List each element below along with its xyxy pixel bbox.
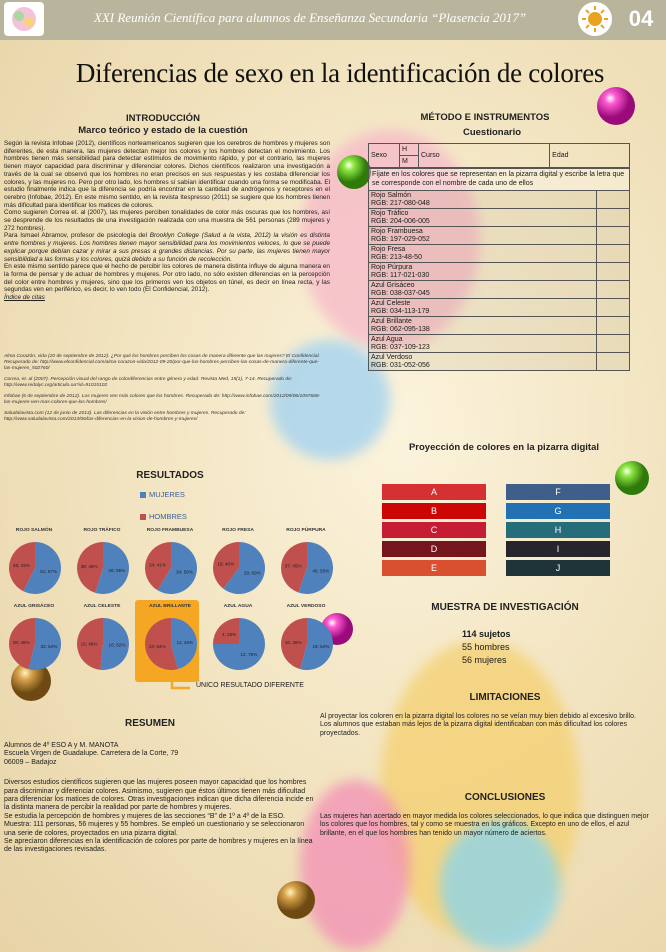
pie-title: AZUL CELESTE	[83, 604, 121, 609]
intro-subheading: Marco teórico y estado de la cuestión	[78, 125, 248, 136]
color-rgb: RGB: 217-080-048	[371, 199, 430, 207]
header-title: XXI Reunión Científica para alumnos de Enseñanza Secundaria “Plasencia 2017”	[93, 10, 527, 25]
summary-paragraph: Se estudia la percepción de hombres y mujeres de las secciones “B” de 1º a 4º de la ESO. Muestra: 111 personas, 56 mujeres y 55 hombres. Se empleó un cuestionario y se seleccionaron una serie de colores, proyectados en una pizarra digital.	[4, 812, 305, 837]
color-name: Rojo Fresa	[371, 246, 406, 253]
pie-data-label-men: 37; 45%	[284, 563, 302, 569]
intro-paragraph-italic: Brooklyn College (Salud a la vista, 2012) la visión es distinta entre hombres y mujeres. Los hombres tienen mayor sensibilidad para los movimientos veloces, lo que se puede explicar porque debían cazar y mirar a sus presas a grandes distancias. Por su parte, las mujeres tienen mayor sensibilidad a las formas y los colores, quizá debido a su función de recolección.	[4, 232, 330, 263]
color-row	[369, 299, 630, 317]
sample-heading: MUESTRA DE INVESTIGACIÓN	[431, 602, 579, 613]
pie-chart	[277, 614, 337, 674]
summary-paragraph: Se apreciaron diferencias en la identificación de colores por parte de hombres y mujeres en la línea de las investigaciones revisadas.	[4, 838, 313, 854]
projection-color-cell: J	[506, 560, 610, 576]
color-name: Rojo Púrpura	[371, 264, 413, 271]
pie-title: AZUL VERDOSO	[286, 604, 326, 609]
color-name-cell	[369, 335, 597, 353]
projection-color-cell: E	[382, 560, 486, 576]
method-heading: MÉTODO E INSTRUMENTOS	[420, 112, 550, 123]
legend-men-label: HOMBRES	[149, 512, 187, 521]
color-name-cell	[369, 353, 597, 371]
color-name: Azul Agua	[371, 336, 403, 343]
color-rgb: RGB: 213-48-50	[371, 253, 422, 261]
pie-title: ROJO TRÁFICO	[83, 528, 121, 533]
color-rgb: RGB: 204-006-005	[371, 217, 430, 225]
pie-title: ROJO FRAMBUESA	[146, 528, 194, 533]
pie-title: AZUL GRISÁCEO	[13, 604, 55, 609]
pie-data-label-men: 28; 46%	[12, 640, 30, 646]
refs-heading: Índice de citas	[4, 294, 45, 302]
projection-color-cell: D	[382, 541, 486, 557]
limitations-text: Al proyectar los coloren en la pizarra digital los colores no se veían muy bien debido al excesivo brillo. Los alumnos que estaban más lejos de la pizarra digital identificaban con más dificultad los colores proyectados.	[320, 713, 636, 737]
color-rgb: RGB: 117-021-030	[371, 271, 430, 279]
color-name: Azul Brillante	[371, 318, 412, 325]
projection-color-cell: A	[382, 484, 486, 500]
intro-paragraph-start: Para Ismael Abramov, profesor de psicología del	[4, 232, 150, 240]
pie-data-label-men: 24; 41%	[149, 562, 166, 568]
color-name: Azul Grisáceo	[371, 282, 415, 289]
color-name-cell	[369, 227, 597, 245]
color-name-cell	[369, 317, 597, 335]
projection-color-cell: I	[506, 541, 610, 557]
green-sphere-decoration	[336, 154, 372, 190]
pie-chart	[141, 614, 201, 674]
color-name-cell	[369, 209, 597, 227]
summary-city: 06009 – Badajoz	[4, 758, 57, 766]
pie-chart	[5, 614, 65, 674]
intro-paragraph: Como sugieren Correa et. al (2007), las mujeres perciben tonalidades de color más oscuras que los hombres, así se desprende de los resultados de una investigación realizada con una muestra de 561 personas (289 mujeres y 272 hombres).	[4, 209, 330, 232]
color-name-cell	[369, 191, 597, 209]
projection-color-cell: B	[382, 503, 486, 519]
color-row	[369, 317, 630, 335]
color-rgb: RGB: 037-109-123	[371, 343, 430, 351]
answer-cell	[597, 245, 630, 263]
pie-data-label-women: 16; 52%	[108, 642, 126, 648]
paint-splash	[300, 780, 410, 950]
color-row	[369, 263, 630, 281]
color-list-table	[368, 190, 630, 371]
answer-cell	[597, 191, 630, 209]
projection-color-cell: H	[506, 522, 610, 538]
pie-title: ROJO FRESA	[222, 528, 254, 533]
method-subheading: Cuestionario	[462, 127, 522, 138]
questionnaire-instruction: Fíjate en los colores que se representan en la pizarra digital y escribe la letra que se corresponde con el nombre de cada uno de ellos	[368, 168, 630, 190]
pie-data-label-women: 11; 46%	[176, 640, 194, 646]
pie-title: ROJO PÚRPURA	[286, 528, 326, 533]
color-name: Rojo Frambuesa	[371, 228, 423, 235]
legend-swatch-men	[140, 514, 146, 520]
pie-title: AZUL AGUA	[223, 604, 253, 609]
answer-cell	[597, 317, 630, 335]
legend-men	[140, 512, 187, 521]
answer-cell	[597, 281, 630, 299]
projection-color-cell: C	[382, 522, 486, 538]
summary-body	[4, 742, 314, 855]
sample-total: 114 sujetos	[462, 629, 511, 639]
pie-data-label-women: 33; 54%	[40, 643, 58, 649]
main-title: Diferencias de sexo en la identificación de colores	[75, 58, 605, 88]
reference-item: Infobae (6 de septiembre de 2012). Los mujeres ven más colores que los hombres. Recuperado de: http://www.infobae.com/2012/09/06/1057668-los-mujeres-ven-mas-colores-que-los-hombres/	[4, 394, 321, 405]
intro-paragraph: Según la revista Infobae (2012), científicos norteamericanos sugieren que los cerebros de hombres y mujeres son diferentes, de esta manera, las mujeres detectan mejor los colores y los hombres detectan el movimiento. Los hombres tienen más sensibilidad para detectar estímulos de movimiento rápido, y por el contrario, las mujeres tienen mayor capacidad para discriminar y diferenciar colores. Dichos científicos realizaron una investigación a través de la cual se observó que los hombres no eran precisos en sus respuestas y les costaba diferenciar los colores, y las mujeres no. Pero por otro lado, los hombres sí sabían identificar cuando una forma se modificaba. El estudio finalmente indica que la diferencia se podría encontrar en la cantidad de andrógenos y receptores en el cerebro (Infobae, 2012). En este mismo sentido, en la revista Itespresso (2011) se sugiere que los hombres tienen más dificultad para identificar los matices de colores.	[4, 140, 330, 209]
gold-sphere-decoration	[276, 880, 316, 920]
pie-chart	[141, 538, 201, 598]
results-heading: RESULTADOS	[136, 470, 204, 481]
summary-heading: RESUMEN	[124, 718, 175, 729]
school-logo	[4, 2, 44, 36]
pie-data-label-women: 29; 60%	[243, 570, 261, 576]
color-row	[369, 281, 630, 299]
legend-women	[140, 490, 185, 499]
pink-sphere-decoration	[596, 86, 636, 126]
sample-women: 56 mujeres	[462, 655, 507, 665]
pie-data-label-women: 51; 57%	[40, 569, 58, 575]
unique-result-label: ÚNICO RESULTADO DIFERENTE	[196, 682, 304, 689]
color-name: Azul Verdoso	[371, 354, 413, 361]
age-label: Edad	[550, 144, 630, 168]
summary-authors: Alumnos de 4º ESO A y M. MANOTA	[4, 742, 119, 749]
color-name-cell	[369, 299, 597, 317]
sun-logo	[578, 2, 612, 36]
intro-paragraph	[4, 232, 330, 263]
pie-chart	[73, 538, 133, 598]
color-row	[369, 245, 630, 263]
sex-h-label: H	[400, 144, 419, 156]
color-rgb: RGB: 031-052-056	[371, 361, 430, 369]
questionnaire-table	[368, 143, 630, 168]
color-name: Azul Celeste	[371, 300, 411, 307]
paint-splash	[440, 820, 560, 950]
color-row	[369, 335, 630, 353]
pie-slice-men	[213, 618, 239, 644]
color-name: Rojo Salmón	[371, 192, 412, 199]
pie-data-label-women: 19; 54%	[312, 643, 330, 649]
answer-cell	[597, 209, 630, 227]
arrow-icon	[160, 678, 194, 694]
pie-data-label-men: 38; 43%	[12, 562, 30, 568]
answer-cell	[597, 263, 630, 281]
pie-title: ROJO SALMÓN	[15, 528, 53, 533]
intro-body	[4, 140, 330, 302]
intro-heading: INTRODUCCIÓN	[126, 113, 200, 124]
reference-item: Saludalavista.com (12 de junio de 2013). Las diferencias en la visión entre hombres y mujeres. Recuperado de: http://www.saludalavista.com/2013/06/las-diferencias-en-la-vision-de-hombres-y-mujeres/	[4, 411, 246, 422]
pie-data-label-men: 4; 25%	[221, 632, 237, 638]
color-rgb: RGB: 034-113-179	[371, 307, 430, 315]
answer-cell	[597, 353, 630, 371]
reference-item: Correa, et. al (2007). Percepción visual del rango de colordiferencias entre género y edad. Revista Med, 15(1), 7-14. Recuperado de: http://www.redalyc.org/articulo.oa?id=91015102	[4, 377, 293, 388]
legend-women-label: MUJERES	[149, 490, 185, 499]
pie-data-label-women: 34; 59%	[176, 569, 193, 575]
pie-data-label-men: 13; 54%	[148, 643, 166, 649]
pie-chart	[73, 614, 133, 674]
pie-data-label-men: 16; 46%	[284, 640, 302, 646]
intro-paragraph: En este mismo sentido parece que el hecho de percibir los colores de manera distinta influye de alguna manera en la forma de pensar y de actuar de hombres y mujeres. Por otro lado, no sólo existen diferencias en la percepción del color entre hombres y mujeres, sino que los primeros ven los objetos en túnel, es decir en línea recta, y las segundas ven en periférico, es decir, lo ven todo (El Confidencial, 2012).	[4, 263, 330, 294]
pie-chart	[5, 538, 65, 598]
color-rgb: RGB: 197-029-052	[371, 235, 430, 243]
pie-data-label-women: 46; 55%	[312, 568, 330, 574]
answer-cell	[597, 335, 630, 353]
projection-color-cell: F	[506, 484, 610, 500]
sex-label: Sexo	[369, 144, 400, 168]
reference-item: Alma Corazón, vida (20 de septiembre de 2012). ¿Por qué los hombres perciben los cosas de manera diferente que las mujeres? El Confidencial. Recuperado de: http://www.elconfidencial.com/alma-corazon-vida/2012-09-20/por-que-los-hombres-perciben-las-cosas-de-manera-diferente-que-las-mujeres_502760/	[4, 354, 320, 371]
pie-chart	[209, 538, 269, 598]
color-name-cell	[369, 245, 597, 263]
sex-m-label: M	[400, 156, 419, 168]
answer-cell	[597, 227, 630, 245]
color-name: Rojo Tráfico	[371, 210, 409, 217]
color-name-cell	[369, 281, 597, 299]
pie-data-label-men: 15; 48%	[80, 641, 98, 647]
course-label: Curso	[419, 144, 506, 168]
conclusions-text: Las mujeres han acertado en mayor medida los colores seleccionados, lo que indica que distinguen mejor los colores que los hombres, tal y como se muestra en los gráficos. Excepto en uno de ellos, el azul brillante, en el que los hombres han tenido un mayor número de aciertos.	[320, 813, 649, 837]
pie-data-label-men: 38; 45%	[80, 563, 98, 569]
pie-chart	[277, 538, 337, 598]
color-row	[369, 209, 630, 227]
pie-data-label-women: 46; 55%	[108, 568, 126, 574]
pie-title: AZUL BRILLANTE	[148, 604, 192, 609]
sample-men: 55 hombres	[462, 642, 510, 652]
color-name-cell	[369, 263, 597, 281]
answer-cell	[597, 299, 630, 317]
pie-chart	[209, 614, 269, 674]
color-row	[369, 227, 630, 245]
color-row	[369, 353, 630, 371]
references-list	[4, 354, 324, 423]
projection-heading: Proyección de colores en la pizarra digital	[408, 442, 600, 453]
color-row	[369, 191, 630, 209]
pie-data-label-women: 12; 75%	[240, 651, 258, 657]
summary-school: Escuela Virgen de Guadalupe. Carretera de la Corte, 79	[4, 750, 179, 758]
summary-paragraph: Diversos estudios científicos sugieren que las mujeres poseen mayor capacidad que los hombres para discriminar y diferenciar colores. Asimismo, sugieren que éstos últimos tienen más dificultad para diferenciar los matices de colores. Otras investigaciones indican que dicha diferencia incide en la distinta manera de percibir la realidad por parte de hombres y mujeres.	[4, 779, 314, 812]
pie-data-label-men: 19; 40%	[217, 561, 235, 567]
green-sphere-decoration	[614, 460, 650, 496]
color-rgb: RGB: 038-037-045	[371, 289, 430, 297]
color-rgb: RGB: 062-095-138	[371, 325, 430, 333]
legend-swatch-women	[140, 492, 146, 498]
limitations-heading: LIMITACIONES	[469, 692, 541, 703]
sample-block	[462, 628, 511, 667]
poster-number: 04	[628, 6, 654, 31]
projection-color-cell: G	[506, 503, 610, 519]
conclusions-heading: CONCLUSIONES	[464, 792, 546, 803]
